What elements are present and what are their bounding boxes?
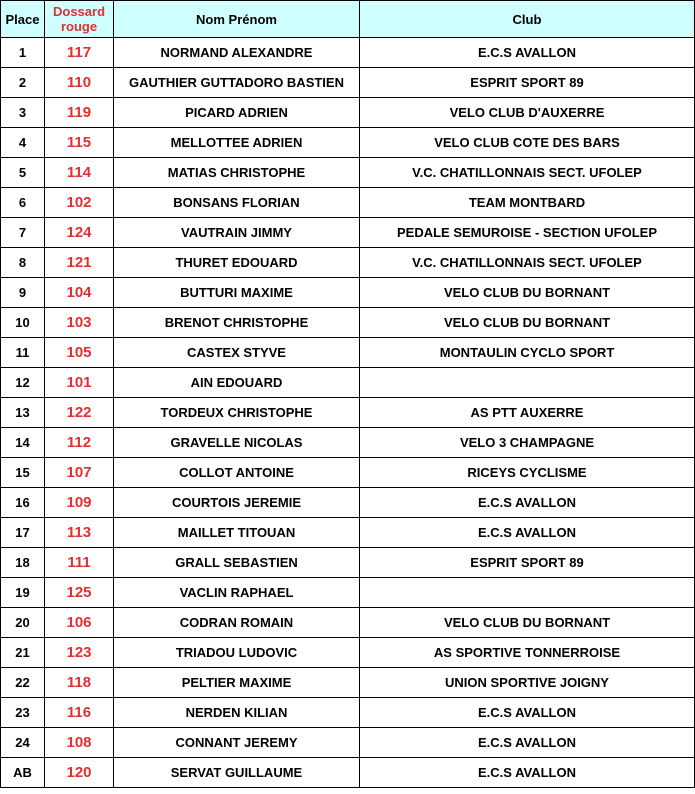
- place-cell: AB: [1, 758, 45, 788]
- club-cell: [360, 368, 695, 398]
- club-cell: AS PTT AUXERRE: [360, 398, 695, 428]
- table-row: [1, 758, 695, 788]
- dossard-cell: 120: [45, 758, 114, 788]
- name-cell: COLLOT ANTOINE: [114, 458, 360, 488]
- dossard-cell: 115: [45, 128, 114, 158]
- dossard-cell: 116: [45, 698, 114, 728]
- place-cell: 2: [1, 68, 45, 98]
- dossard-cell: 125: [45, 578, 114, 608]
- name-cell: VAUTRAIN JIMMY: [114, 218, 360, 248]
- club-cell: RICEYS CYCLISME: [360, 458, 695, 488]
- club-cell: VELO CLUB D'AUXERRE: [360, 98, 695, 128]
- dossard-cell: 103: [45, 308, 114, 338]
- place-cell: 16: [1, 488, 45, 518]
- dossard-cell: 110: [45, 68, 114, 98]
- name-cell: MELLOTTEE ADRIEN: [114, 128, 360, 158]
- club-cell: [360, 578, 695, 608]
- dossard-cell: 112: [45, 428, 114, 458]
- place-cell: 7: [1, 218, 45, 248]
- table-row: [1, 98, 695, 128]
- name-cell: GRALL SEBASTIEN: [114, 548, 360, 578]
- header-dossard-line2: rouge: [60, 19, 98, 34]
- club-cell: V.C. CHATILLONNAIS SECT. UFOLEP: [360, 158, 695, 188]
- header-name: Nom Prénom: [114, 1, 360, 38]
- club-cell: VELO CLUB DU BORNANT: [360, 608, 695, 638]
- place-cell: 23: [1, 698, 45, 728]
- table-row: [1, 128, 695, 158]
- place-cell: 17: [1, 518, 45, 548]
- club-cell: V.C. CHATILLONNAIS SECT. UFOLEP: [360, 248, 695, 278]
- table-row: [1, 278, 695, 308]
- name-cell: PICARD ADRIEN: [114, 98, 360, 128]
- club-cell: E.C.S AVALLON: [360, 488, 695, 518]
- table-row: [1, 308, 695, 338]
- table-row: [1, 698, 695, 728]
- table-row: [1, 188, 695, 218]
- dossard-cell: 109: [45, 488, 114, 518]
- results-table-header: [1, 1, 695, 38]
- place-cell: 19: [1, 578, 45, 608]
- name-cell: MAILLET TITOUAN: [114, 518, 360, 548]
- table-row: [1, 248, 695, 278]
- table-row: [1, 38, 695, 68]
- place-cell: 22: [1, 668, 45, 698]
- club-cell: VELO 3 CHAMPAGNE: [360, 428, 695, 458]
- place-cell: 18: [1, 548, 45, 578]
- dossard-cell: 124: [45, 218, 114, 248]
- name-cell: GRAVELLE NICOLAS: [114, 428, 360, 458]
- club-cell: VELO CLUB DU BORNANT: [360, 278, 695, 308]
- name-cell: NERDEN KILIAN: [114, 698, 360, 728]
- dossard-cell: 122: [45, 398, 114, 428]
- dossard-cell: 123: [45, 638, 114, 668]
- club-cell: E.C.S AVALLON: [360, 758, 695, 788]
- results-table-body: [1, 38, 695, 788]
- name-cell: CASTEX STYVE: [114, 338, 360, 368]
- table-row: [1, 368, 695, 398]
- club-cell: PEDALE SEMUROISE - SECTION UFOLEP: [360, 218, 695, 248]
- place-cell: 8: [1, 248, 45, 278]
- club-cell: VELO CLUB DU BORNANT: [360, 308, 695, 338]
- dossard-cell: 119: [45, 98, 114, 128]
- place-cell: 6: [1, 188, 45, 218]
- header-place: Place: [1, 1, 45, 38]
- name-cell: PELTIER MAXIME: [114, 668, 360, 698]
- club-cell: UNION SPORTIVE JOIGNY: [360, 668, 695, 698]
- name-cell: TRIADOU LUDOVIC: [114, 638, 360, 668]
- place-cell: 1: [1, 38, 45, 68]
- club-cell: MONTAULIN CYCLO SPORT: [360, 338, 695, 368]
- name-cell: BUTTURI MAXIME: [114, 278, 360, 308]
- dossard-cell: 101: [45, 368, 114, 398]
- club-cell: E.C.S AVALLON: [360, 518, 695, 548]
- dossard-cell: 111: [45, 548, 114, 578]
- dossard-cell: 118: [45, 668, 114, 698]
- table-row: [1, 488, 695, 518]
- name-cell: VACLIN RAPHAEL: [114, 578, 360, 608]
- place-cell: 15: [1, 458, 45, 488]
- club-cell: TEAM MONTBARD: [360, 188, 695, 218]
- club-cell: AS SPORTIVE TONNERROISE: [360, 638, 695, 668]
- club-cell: E.C.S AVALLON: [360, 38, 695, 68]
- name-cell: COURTOIS JEREMIE: [114, 488, 360, 518]
- dossard-cell: 106: [45, 608, 114, 638]
- dossard-cell: 121: [45, 248, 114, 278]
- place-cell: 4: [1, 128, 45, 158]
- dossard-cell: 113: [45, 518, 114, 548]
- table-row: [1, 338, 695, 368]
- table-row: [1, 158, 695, 188]
- header-row: [1, 1, 695, 38]
- club-cell: ESPRIT SPORT 89: [360, 68, 695, 98]
- header-club: Club: [360, 1, 695, 38]
- table-row: [1, 398, 695, 428]
- header-dossard-line1: Dossard: [52, 4, 106, 19]
- name-cell: CODRAN ROMAIN: [114, 608, 360, 638]
- name-cell: BONSANS FLORIAN: [114, 188, 360, 218]
- place-cell: 12: [1, 368, 45, 398]
- name-cell: NORMAND ALEXANDRE: [114, 38, 360, 68]
- place-cell: 11: [1, 338, 45, 368]
- name-cell: CONNANT JEREMY: [114, 728, 360, 758]
- name-cell: SERVAT GUILLAUME: [114, 758, 360, 788]
- table-row: [1, 608, 695, 638]
- place-cell: 20: [1, 608, 45, 638]
- dossard-cell: 114: [45, 158, 114, 188]
- table-row: [1, 638, 695, 668]
- dossard-cell: 117: [45, 38, 114, 68]
- name-cell: BRENOT CHRISTOPHE: [114, 308, 360, 338]
- name-cell: TORDEUX CHRISTOPHE: [114, 398, 360, 428]
- club-cell: E.C.S AVALLON: [360, 698, 695, 728]
- place-cell: 14: [1, 428, 45, 458]
- header-dossard: [45, 1, 114, 38]
- place-cell: 10: [1, 308, 45, 338]
- dossard-cell: 108: [45, 728, 114, 758]
- table-row: [1, 548, 695, 578]
- place-cell: 5: [1, 158, 45, 188]
- club-cell: VELO CLUB COTE DES BARS: [360, 128, 695, 158]
- place-cell: 24: [1, 728, 45, 758]
- table-row: [1, 68, 695, 98]
- name-cell: THURET EDOUARD: [114, 248, 360, 278]
- place-cell: 3: [1, 98, 45, 128]
- dossard-cell: 107: [45, 458, 114, 488]
- dossard-cell: 105: [45, 338, 114, 368]
- name-cell: GAUTHIER GUTTADORO BASTIEN: [114, 68, 360, 98]
- name-cell: MATIAS CHRISTOPHE: [114, 158, 360, 188]
- table-row: [1, 668, 695, 698]
- place-cell: 21: [1, 638, 45, 668]
- dossard-cell: 104: [45, 278, 114, 308]
- name-cell: AIN EDOUARD: [114, 368, 360, 398]
- table-row: [1, 518, 695, 548]
- club-cell: ESPRIT SPORT 89: [360, 548, 695, 578]
- table-row: [1, 458, 695, 488]
- club-cell: E.C.S AVALLON: [360, 728, 695, 758]
- place-cell: 13: [1, 398, 45, 428]
- table-row: [1, 728, 695, 758]
- table-row: [1, 428, 695, 458]
- table-row: [1, 578, 695, 608]
- place-cell: 9: [1, 278, 45, 308]
- table-row: [1, 218, 695, 248]
- dossard-cell: 102: [45, 188, 114, 218]
